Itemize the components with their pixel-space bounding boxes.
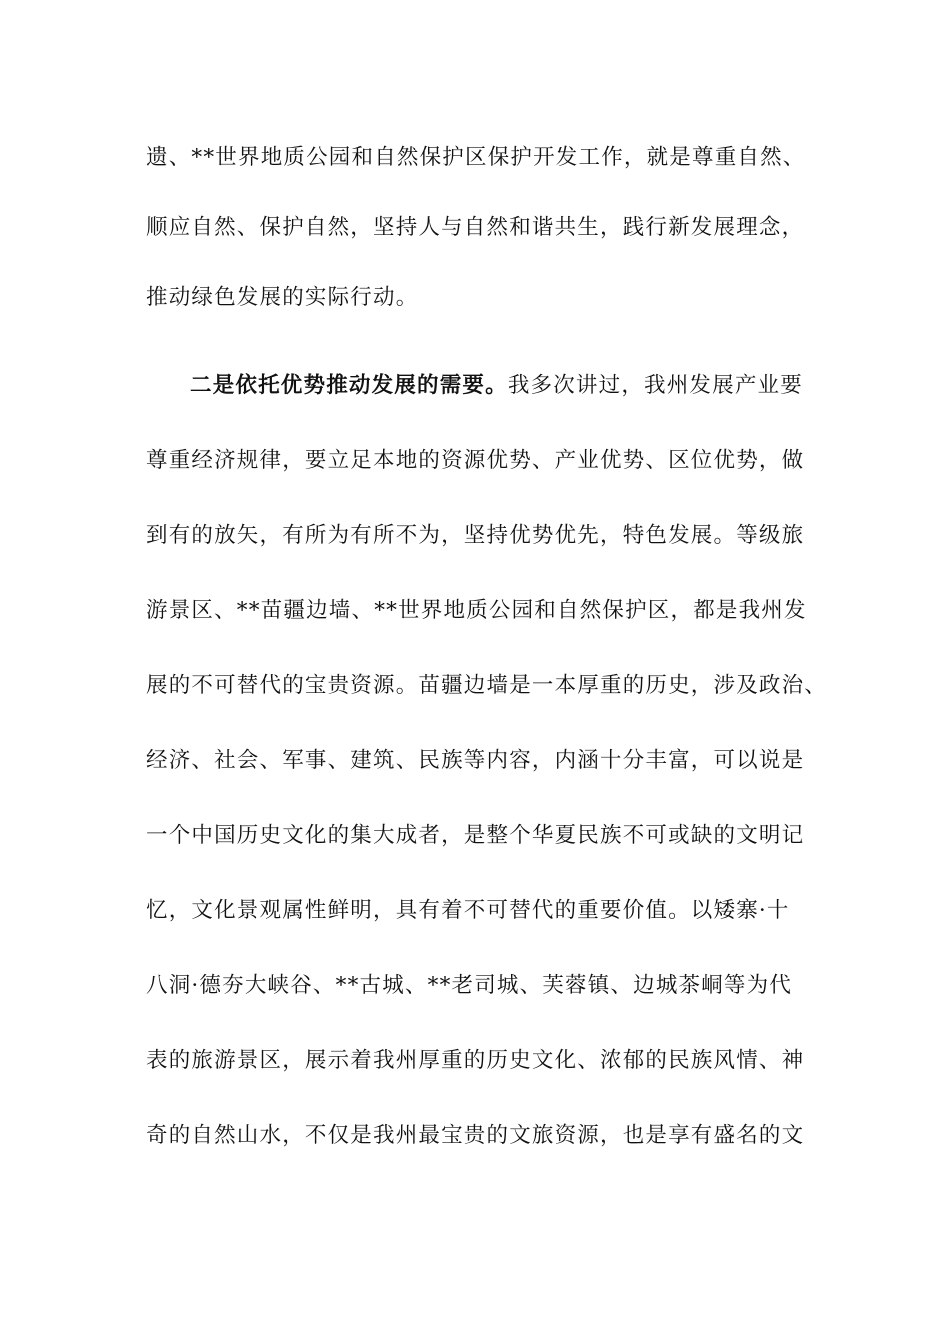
text-line: 游景区、**苗疆边墙、**世界地质公园和自然保护区，都是我州发 <box>146 598 807 623</box>
text-line: 经济、社会、军事、建筑、民族等内容，内涵十分丰富，可以说是 <box>146 748 805 773</box>
text-line: 表的旅游景区，展示着我州厚重的历史文化、浓郁的民族风情、神 <box>146 1048 805 1073</box>
text-line: 遗、**世界地质公园和自然保护区保护开发工作，就是尊重自然、 <box>146 145 806 170</box>
text-line: 到有的放矢，有所为有所不为，坚持优势优先，特色发展。等级旅 <box>146 523 805 548</box>
text-span: 我多次讲过，我州发展产业要 <box>507 373 803 398</box>
text-line: 奇的自然山水，不仅是我州最宝贵的文旅资源，也是享有盛名的文 <box>146 1123 805 1148</box>
text-line: 顺应自然、保护自然，坚持人与自然和谐共生，践行新发展理念， <box>146 215 805 240</box>
text-line: 忆，文化景观属性鲜明，具有着不可替代的重要价值。以矮寨·十 <box>146 898 790 923</box>
paragraph-first-line <box>190 371 850 401</box>
text-line: 八洞·德夯大峡谷、**古城、**老司城、芙蓉镇、边城茶峒等为代 <box>146 973 793 998</box>
text-line: 推动绿色发展的实际行动。 <box>146 285 419 310</box>
text-line: 展的不可替代的宝贵资源。苗疆边墙是一本厚重的历史，涉及政治、 <box>146 673 828 698</box>
text-line: 尊重经济规律，要立足本地的资源优势、产业优势、区位优势，做 <box>146 448 805 473</box>
paragraph-heading: 二是依托优势推动发展的需要。 <box>190 373 508 398</box>
text-line: 一个中国历史文化的集大成者，是整个华夏民族不可或缺的文明记 <box>146 823 805 848</box>
